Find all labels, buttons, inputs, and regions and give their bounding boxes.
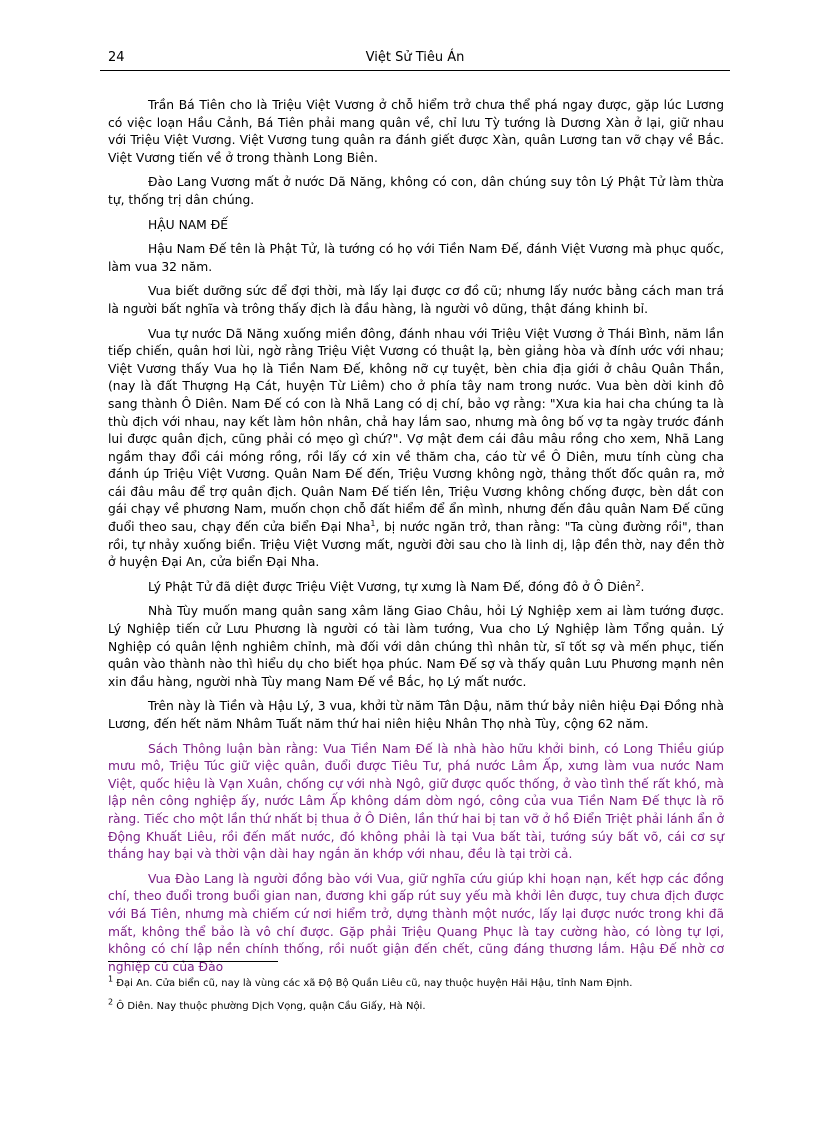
- running-title: Việt Sử Tiêu Án: [365, 50, 465, 65]
- paragraph: [108, 326, 724, 572]
- page-number: 24: [108, 50, 125, 65]
- running-header: [100, 50, 730, 71]
- footnote-ref[interactable]: 1: [370, 518, 376, 528]
- footnote-mark: 1: [108, 974, 114, 984]
- paragraph-text: Lý Phật Tử đã diệt được Triệu Việt Vương, tự xưng là Nam Đế, đóng đô ở Ô Diên: [148, 579, 636, 594]
- paragraph: [108, 579, 724, 597]
- page-body: [108, 97, 724, 983]
- paragraph-text: , bị nước ngăn trở, than rằng: "Ta cùng đường rồi", than rồi, tự nhảy xuống biển. Triệu Việt Vương mất, người đời sau cho là linh dị, lập đền thờ, nay đền thờ ở huyện Đại An, cửa biển Đại Nha.: [108, 520, 725, 570]
- paragraph: Vua biết dưỡng sức để đợi thời, mà lấy lại được cơ đồ cũ; nhưng lấy nước bằng cách man trá là người bất nghĩa và trông thấy địch là đầu hàng, là người vô dũng, thật đáng khinh bỉ.: [108, 284, 724, 316]
- paragraph: Đào Lang Vương mất ở nước Dã Năng, không có con, dân chúng suy tôn Lý Phật Tử làm thừa tự, thống trị dân chúng.: [108, 175, 724, 207]
- paragraph: Trên này là Tiền và Hậu Lý, 3 vua, khởi từ năm Tân Dậu, năm thứ bảy niên hiệu Đại Đồng nhà Lương, đến hết năm Nhâm Tuất năm thứ hai niên hiệu Nhân Thọ nhà Tùy, cộng 62 năm.: [108, 699, 724, 731]
- paragraph-text: .: [640, 579, 645, 594]
- paragraph: Nhà Tùy muốn mang quân sang xâm lăng Giao Châu, hỏi Lý Nghiệp xem ai làm tướng được. Lý Nghiệp tiến cử Lưu Phương là người có tài làm tướng, Vua cho Lý Nghiệp làm Tổng quản. Lý Nghiệp có quân lệnh nghiêm chỉnh, mà đối với dân chúng thì nhân từ, sĩ tốt sợ và mến phục, tiến quân vào thành nào thì hiểu dụ cho biết họa phúc. Nam Đế sợ và thấy quân Lưu Phương mạnh nên xin đầu hàng, người nhà Tùy mang Nam Đế về Bắc, họ Lý mất nước.: [108, 604, 724, 689]
- commentary-paragraph: Sách Thông luận bàn rằng: Vua Tiền Nam Đế là nhà hào hữu khởi binh, có Long Thiều giúp mưu mô, Triệu Túc giữ việc quân, đuổi được Tiêu Tư, phá nước Lâm Ấp, xưng làm vua nước Nam Việt, quốc hiệu là Vạn Xuân, chống cự với nhà Ngô, giữ được quốc thống, ở vào tình thế rất khó, mà lập nên công nghiệp ấy, nước Lâm Ấp không dám dòm ngó, công của vua Tiền Nam Đế thực là rõ ràng. Tiếc cho một lần thứ nhất bị thua ở Ô Diên, lần thứ hai bị tan vỡ ở hồ Điển Triệt phải lánh ẩn ở Động Khuất Liêu, rồi đến mất nước, đó không phải là tại Vua bất tài, tướng súy bất võ, cái cơ sự thắng hay bại và thời vận dài hay ngắn ăn khớp với nhau, đều là tại trời cả.: [108, 741, 724, 862]
- paragraph: Hậu Nam Đế tên là Phật Tử, là tướng có họ với Tiền Nam Đế, đánh Việt Vương mà phục quốc, làm vua 32 năm.: [108, 242, 724, 274]
- footnote-text: Ô Diên. Nay thuộc phường Dịch Vọng, quận Cầu Giấy, Hà Nội.: [113, 1001, 426, 1012]
- footnote-ref[interactable]: 2: [635, 578, 641, 588]
- footnote: [108, 997, 724, 1012]
- footnote-divider: [108, 961, 278, 962]
- footnote-mark: 2: [108, 997, 114, 1007]
- paragraph-text: Vua tự nước Dã Năng xuống miền đông, đánh nhau với Triệu Việt Vương ở Thái Bình, năm lần tiếp chiến, quân hơi lùi, ngờ rằng Triệu Việt Vương có thuật lạ, bèn giảng hòa và đính ước với nhau; Việt Vương thấy Vua họ là Tiền Nam Đế, không nỡ cự tuyệt, bèn chia địa giới ở châu Quân Thần, (nay là đất Thượng Hạ Cát, huyện Từ Liêm) cho ở phía tây nam trong nước. Vua bèn dời kinh đô sang thành Ô Diên. Nam Đế có con là Nhã Lang có dị chí, bảo vợ rằng: "Xưa kia hai cha chúng ta là thù địch với nhau, nay kết làm hôn nhân, chả hay lắm sao, nhưng mà ông bố vợ ta ngày trước đánh lui được quân địch, cũng phải có mẹo gì chứ?". Vợ mật đem cái đâu mâu rồng cho xem, Nhã Lang ngầm thay đổi cái móng rồng, rồi lấy cớ xin về thăm cha, cáo từ về Ô Diên, mưu tính cùng cha đánh úp Triệu Việt Vương. Quân Nam Đế đến, Triệu Vương không ngờ, thảng thốt đốc quân ra, mở cái đâu mâu để trợ quân địch. Quân Nam Đế tiến lên, Triệu Vương không chống được, bèn dắt con gái chạy về phương Nam, muốn chọn chỗ đất hiểm để ẩn mình, nhưng đến đâu quân Nam Đế cũng đuổi theo sau, chạy đến cửa biển Đại Nha: [108, 326, 724, 535]
- footnote-text: Đại An. Cửa biển cũ, nay là vùng các xã Độ Bộ Quần Liêu cũ, nay thuộc huyện Hải Hậu, tỉnh Nam Định.: [113, 978, 633, 989]
- section-heading: HẬU NAM ĐẾ: [148, 217, 228, 232]
- paragraph: Trần Bá Tiên cho là Triệu Việt Vương ở chỗ hiểm trở chưa thể phá ngay được, gặp lúc Lương có việc loạn Hầu Cảnh, Bá Tiên phải mang quân về, chỉ lưu Tỳ tướng là Dương Xàn ở lại, giữ nhau với Triệu Việt Vương. Việt Vương tung quân ra đánh giết được Xàn, quân Lương tan vỡ chạy về Bắc. Việt Vương tiến về ở trong thành Long Biên.: [108, 98, 724, 165]
- commentary-paragraph: Vua Đào Lang là người đồng bào với Vua, giữ nghĩa cứu giúp khi hoạn nạn, kết hợp các đồng chí, theo đuổi trong buổi gian nan, đương khi gấp rút suy yếu mà khởi lên được, tuy chưa địch được với Bá Tiên, nhưng mà chiếm cứ nơi hiểm trở, dựng thành một nước, lấy lại được nước trong khi đã mất, không thể bảo là vô chí được. Gặp phải Triệu Quang Phục là tay cường hào, có lòng tự lợi, không có chí lập nền chính thống, rồi nuốt giận đến chết, cũng đáng thương lắm. Hậu Đế nhờ cơ nghiệp cũ của Đào: [108, 871, 724, 974]
- footnote: [108, 974, 724, 989]
